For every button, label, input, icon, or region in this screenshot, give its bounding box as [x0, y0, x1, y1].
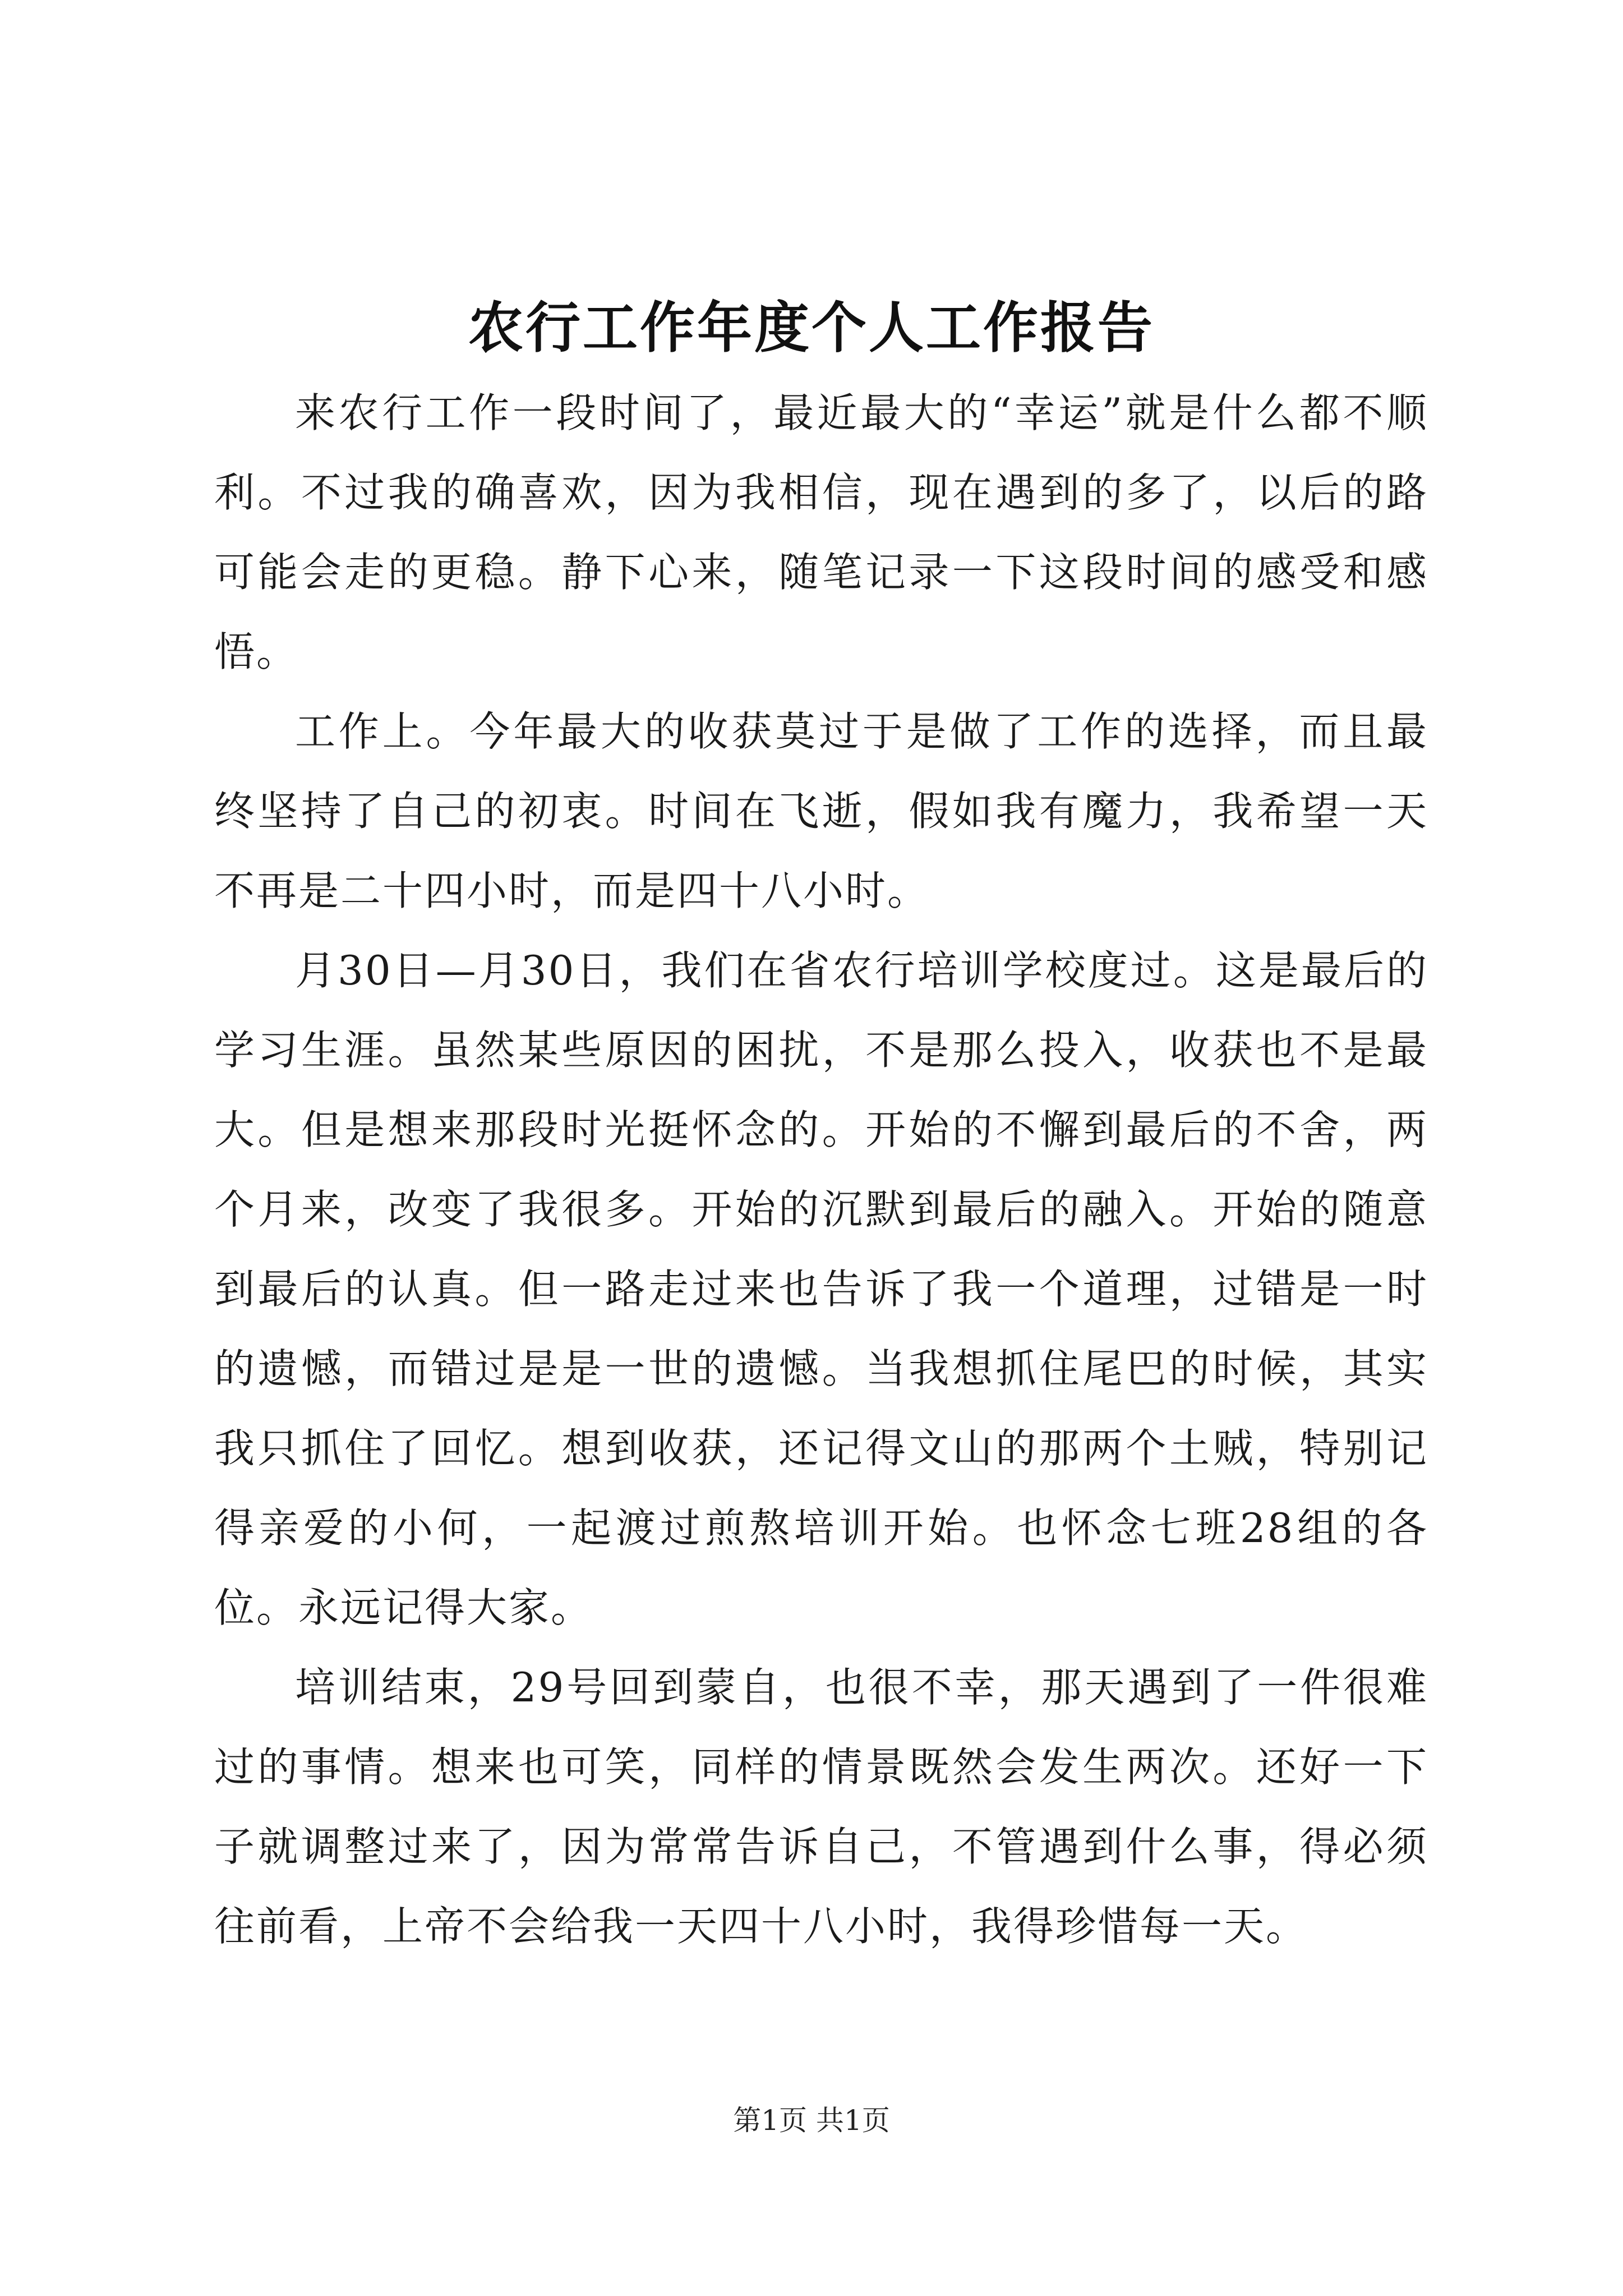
paragraph-1: 来农行工作一段时间了，最近最大的“幸运”就是什么都不顺利。不过我的确喜欢，因为我相信，现在遇到的多了，以后的路可能会走的更稳。静下心来，随笔记录一下这段时间的感受和感悟。	[214, 389, 1428, 675]
paragraph-2: 工作上。今年最大的收获莫过于是做了工作的选择，而且最终坚持了自己的初衷。时间在飞逝，假如我有魔力，我希望一天不再是二十四小时，而是四十八小时。	[214, 708, 1428, 914]
document-title: 农行工作年度个人工作报告	[468, 296, 1155, 360]
paragraph-4: 培训结束，29号回到蒙自，也很不幸，那天遇到了一件很难过的事情。想来也可笑，同样的情景既然会发生两次。还好一下子就调整过来了，因为常常告诉自己，不管遇到什么事，得必须往前看，上帝不会给我一天四十八小时，我得珍惜每一天。	[214, 1664, 1428, 1950]
document-body	[214, 373, 1428, 1966]
page-footer: 第1页 共1页	[733, 2104, 890, 2137]
paragraph-3: 月30日—月30日，我们在省农行培训学校度过。这是最后的学习生涯。虽然某些原因的困扰，不是那么投入，收获也不是最大。但是想来那段时光挺怀念的。开始的不懈到最后的不舍，两个月来，改变了我很多。开始的沉默到最后的融入。开始的随意到最后的认真。但一路走过来也告诉了我一个道理，过错是一时的遗憾，而错过是是一世的遗憾。当我想抓住尾巴的时候，其实我只抓住了回忆。想到收获，还记得文山的那两个土贼，特别记得亲爱的小何，一起渡过煎熬培训开始。也怀念七班28组的各位。永远记得大家。	[214, 947, 1428, 1631]
